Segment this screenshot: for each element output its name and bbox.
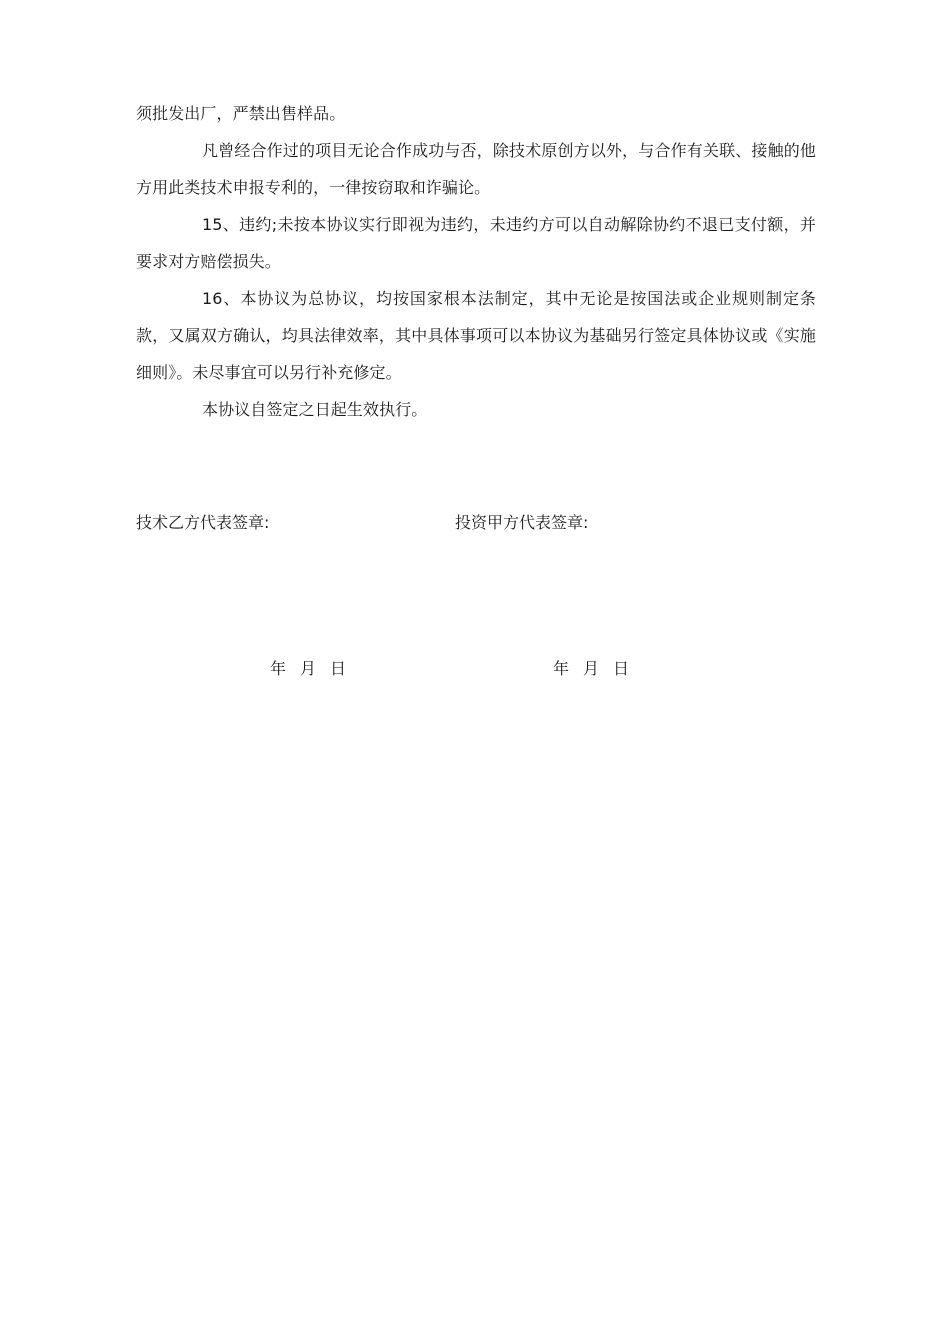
party-b-date (270, 654, 346, 684)
paragraph-general-clause: 16、本协议为总协议，均按国家根本法制定，其中无论是按国法或企业规则制定条款，又属双方确认，均具法律效率，其中具体事项可以本协议为基础另行签定具体协议或《实施细则》。未尽事宜可以另行补充修定。 (136, 289, 816, 382)
year-label: 年 (270, 659, 287, 678)
paragraph-continuation: 须批发出厂，严禁出售样品。 (136, 104, 346, 123)
day-label: 日 (330, 659, 347, 678)
month-label: 月 (583, 659, 600, 678)
party-a-signature-label: 投资甲方代表签章: (455, 513, 589, 532)
agreement-body (136, 95, 816, 428)
day-label: 日 (613, 659, 630, 678)
signature-row (136, 508, 816, 538)
date-row (0, 654, 950, 684)
party-a-date (553, 654, 629, 684)
paragraph-effective-clause: 本协议自签定之日起生效执行。 (202, 400, 428, 419)
month-label: 月 (300, 659, 317, 678)
party-b-signature-label: 技术乙方代表签章: (136, 513, 270, 532)
paragraph-breach-clause: 15、违约;未按本协议实行即视为违约，未违约方可以自动解除协约不退已支付额，并要求对方赔偿损失。 (136, 215, 816, 271)
year-label: 年 (553, 659, 570, 678)
paragraph-patent-clause: 凡曾经合作过的项目无论合作成功与否，除技术原创方以外，与合作有关联、接触的他方用此类技术申报专利的，一律按窃取和诈骗论。 (136, 141, 816, 197)
